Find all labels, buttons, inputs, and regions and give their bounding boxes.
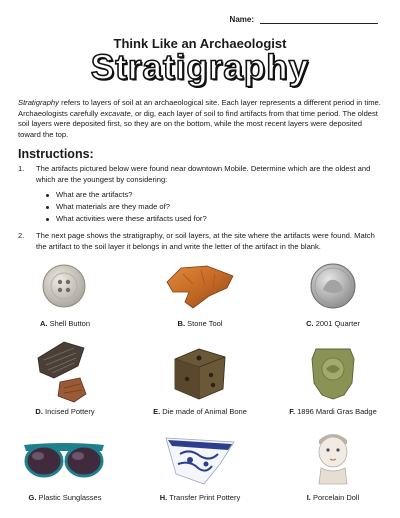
artifact-label: Stone Tool: [187, 319, 223, 328]
list-item: What materials are they made of?: [46, 201, 207, 213]
porcelain-doll-image: [311, 428, 355, 486]
page-title: Stratigraphy: [90, 48, 310, 87]
artifact-letter: G.: [28, 493, 37, 502]
artifact-letter: E.: [153, 407, 161, 416]
artifact-caption-d: [0, 407, 130, 416]
intro-part2: , or dig, each layer of soil to find artifacts from that time period. The oldest soil layers were deposited first, so they are on the bottom, while the most recent layers were deposited toward the top.: [18, 108, 378, 139]
artifact-caption-b: [135, 319, 265, 328]
step-number: 2.: [18, 231, 25, 240]
artifact-label: Transfer Print Pottery: [169, 493, 241, 502]
mardi-gras-badge-image: [308, 343, 358, 401]
artifact-label: Incised Pottery: [44, 407, 95, 416]
name-field-row: [230, 15, 378, 24]
intro-term2: excavate: [100, 108, 131, 118]
intro-term: Stratigraphy: [18, 98, 59, 107]
artifact-label: 2001 Quarter: [315, 319, 360, 328]
artifact-caption-c: [268, 319, 398, 328]
intro-part1: refers to layers of soil at an archaeological site. Each layer represents a different period in time. Archaeologists carefully: [18, 98, 381, 118]
artifact-letter: A.: [39, 319, 48, 328]
artifact-caption-i: [268, 493, 398, 502]
name-label: Name:: [229, 15, 254, 24]
step-number: 1.: [18, 164, 25, 173]
stone-tool-image: [163, 262, 237, 310]
quarter-coin-image: [309, 262, 357, 310]
plastic-sunglasses-image: [22, 439, 106, 483]
instructions-heading: Instructions:: [18, 147, 94, 161]
artifact-letter: D.: [35, 407, 43, 416]
name-blank-line[interactable]: [260, 16, 378, 24]
intro-paragraph: [18, 98, 386, 140]
instruction-step-2: [18, 231, 384, 252]
artifact-label: Shell Button: [49, 319, 91, 328]
artifact-letter: H.: [159, 493, 168, 502]
list-item: What are the artifacts?: [46, 189, 207, 201]
shell-button-image: [41, 263, 87, 309]
transfer-print-pottery-image: [164, 434, 236, 486]
page-subtitle: Think Like an Archaeologist: [113, 36, 287, 51]
step-text: The next page shows the stratigraphy, or soil layers, at the site where the artifacts were found. Match the artifact to the soil layer it belongs in and write the letter of the artifact in the blank.: [36, 231, 375, 251]
artifact-caption-a: [0, 319, 130, 328]
instruction-step-1: [18, 164, 384, 185]
artifact-letter: C.: [306, 319, 314, 328]
artifact-letter: B.: [177, 319, 186, 328]
artifact-caption-f: [268, 407, 398, 416]
consideration-list: [46, 189, 207, 225]
artifact-label: 1896 Mardi Gras Badge: [297, 407, 377, 416]
bone-die-image: [169, 345, 231, 403]
artifact-caption-h: [135, 493, 265, 502]
artifact-letter: F.: [289, 407, 296, 416]
artifact-label: Plastic Sunglasses: [38, 493, 102, 502]
artifact-letter: I.: [306, 493, 311, 502]
incised-pottery-image: [34, 338, 90, 404]
step-text: The artifacts pictured below were found near downtown Mobile. Determine which are the oldest and which are the youngest by considering:: [36, 164, 371, 184]
artifact-caption-e: [135, 407, 265, 416]
artifact-label: Porcelain Doll: [312, 493, 360, 502]
list-item: What activities were these artifacts used for?: [46, 213, 207, 225]
artifact-caption-g: [0, 493, 130, 502]
artifact-label: Die made of Animal Bone: [162, 407, 247, 416]
